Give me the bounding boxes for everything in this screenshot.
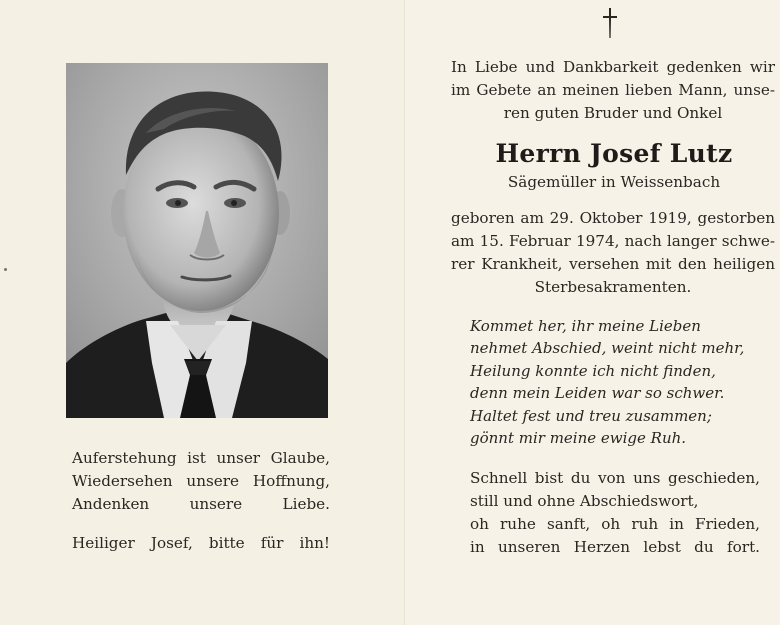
prayer-line: Heiliger Josef, bitte für ihn! — [72, 534, 330, 552]
intro-line: In Liebe und Dankbarkeit gedenken wir — [451, 58, 775, 76]
verse-line: Andenken unsere Liebe. — [72, 495, 330, 513]
poem-line: Heilung konnte ich nicht finden, — [470, 361, 716, 380]
life-dates — [451, 207, 775, 299]
poem2-line: oh ruhe sanft, oh ruh in Frieden, — [470, 515, 760, 533]
poem2-line: in unseren Herzen lebst du fort. — [470, 538, 760, 556]
dates-line: rer Krankheit, versehen mit den heiligen — [451, 255, 775, 273]
dates-line: am 15. Februar 1974, nach langer schwe- — [451, 232, 775, 250]
intro-line: ren guten Bruder und Onkel — [503, 104, 723, 122]
farewell-poem — [470, 315, 760, 449]
poem-line: Haltet fest und treu zusammen; — [470, 406, 712, 425]
closing-poem — [470, 467, 760, 559]
poem-line: nehmet Abschied, weint nicht mehr, — [470, 339, 745, 358]
dates-line: geboren am 29. Oktober 1919, gestorben — [451, 209, 775, 227]
portrait-photo-icon — [66, 63, 328, 418]
verse-line: Auferstehung ist unser Glaube, — [72, 449, 330, 467]
faith-verse — [72, 447, 330, 516]
poem-line: gönnt mir meine ewige Ruh. — [470, 429, 687, 448]
verse-line: Wiedersehen unsere Hoffnung, — [72, 472, 330, 490]
poem-line: Kommet her, ihr meine Lieben — [470, 317, 701, 335]
paper-spot — [4, 268, 7, 271]
poem-line: denn mein Leiden war so schwer. — [470, 384, 725, 403]
poem2-line: Schnell bist du von uns geschieden, — [470, 469, 760, 487]
cross-icon — [600, 6, 620, 40]
dates-line: Sterbesakramenten. — [534, 278, 692, 296]
intro-line: im Gebete an meinen lieben Mann, unse- — [451, 81, 775, 99]
occupation: Sägemüller in Weissenbach — [507, 173, 721, 191]
deceased-name: Herrn Josef Lutz — [495, 139, 733, 168]
poem2-line: still und ohne Abschiedswort, — [470, 492, 699, 510]
intro-text — [451, 56, 775, 125]
